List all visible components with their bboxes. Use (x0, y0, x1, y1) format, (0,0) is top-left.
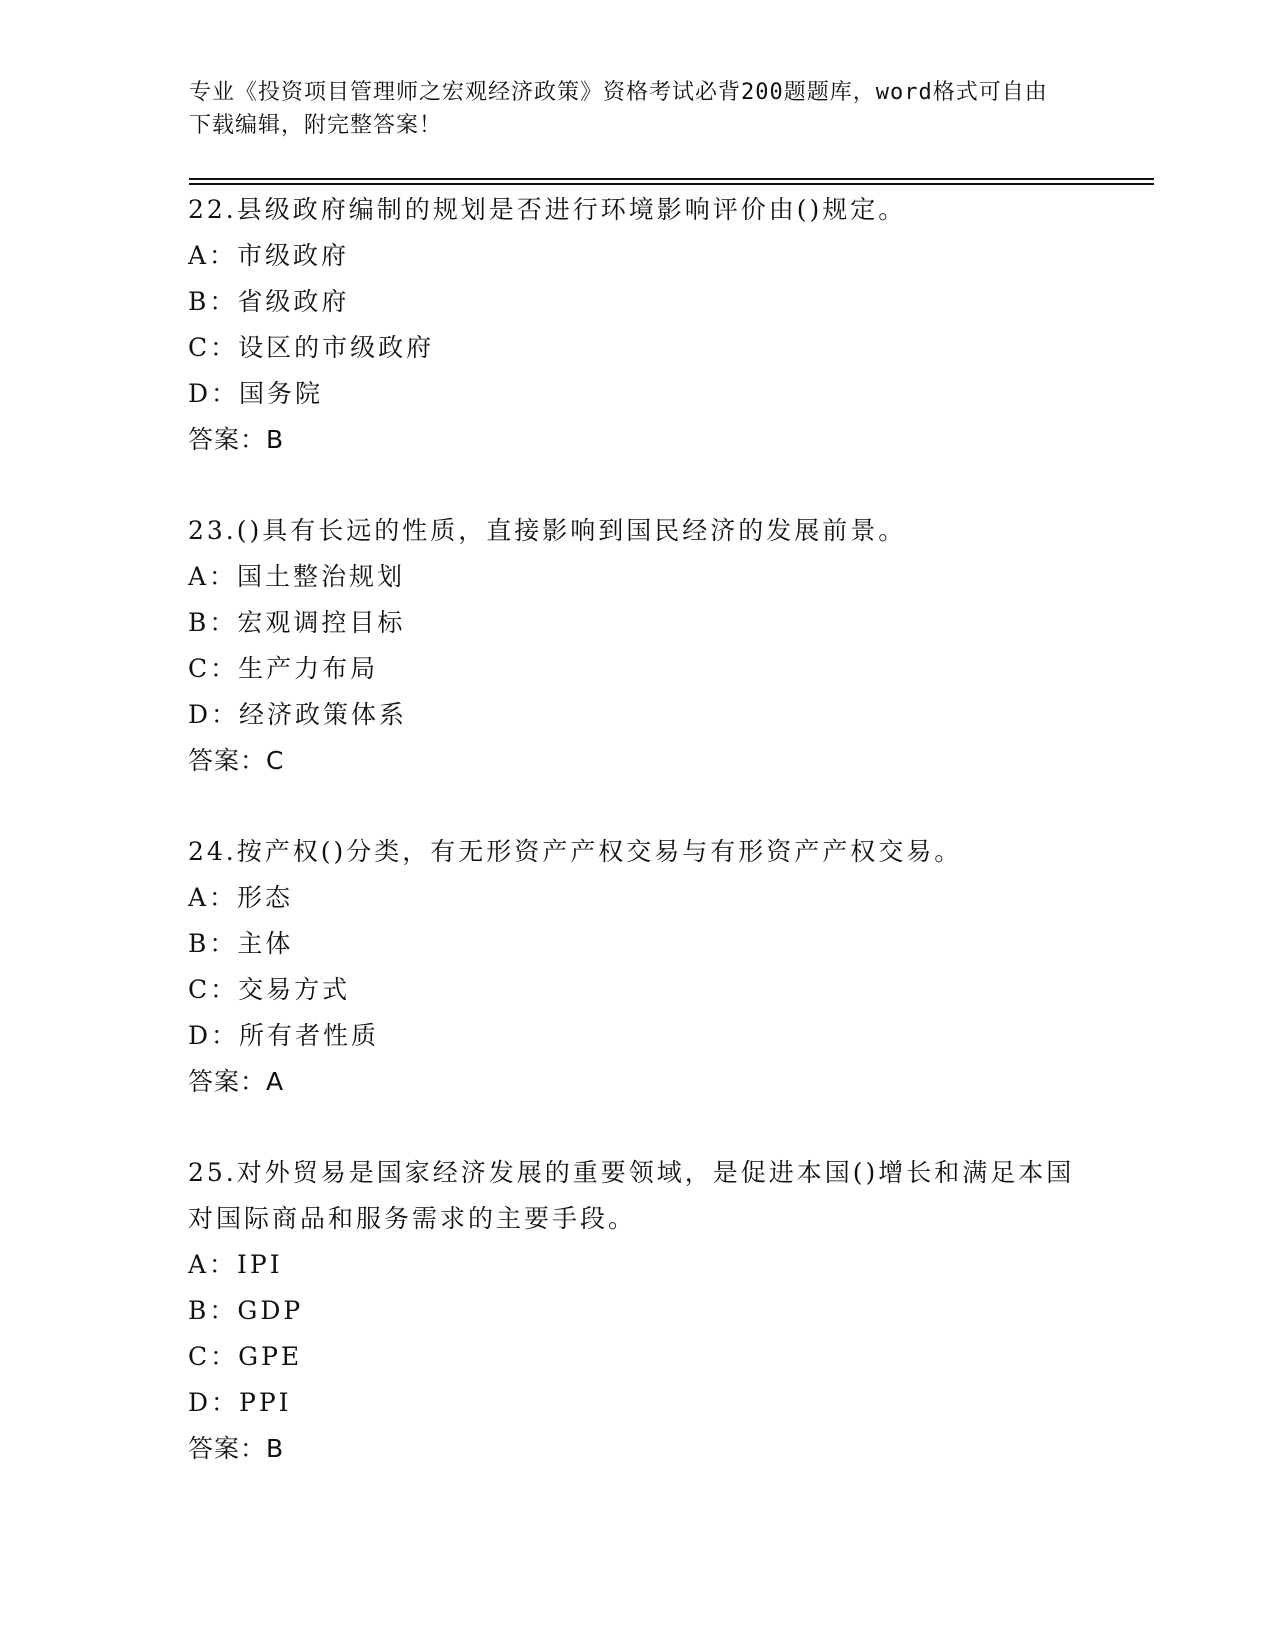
option-a: A：IPI (188, 1250, 283, 1279)
option-d: D：经济政策体系 (188, 700, 408, 729)
question-stem: 25.对外贸易是国家经济发展的重要领域，是促进本国()增长和满足本国对国际商品和服务需求的主要手段。 (188, 1158, 1075, 1233)
header-divider-top (189, 178, 1154, 180)
option-c: C：交易方式 (188, 975, 351, 1004)
option-d: D：国务院 (188, 379, 324, 408)
option-a: A：市级政府 (188, 241, 350, 270)
option-b: B：主体 (188, 929, 294, 958)
option-c: C：GPE (188, 1342, 303, 1371)
option-b: B：宏观调控目标 (188, 608, 406, 637)
header-divider-bottom (189, 183, 1154, 185)
option-a: A：形态 (188, 883, 294, 912)
option-d: D：所有者性质 (188, 1021, 380, 1050)
question-22 (188, 187, 1088, 463)
question-25 (188, 1150, 1088, 1472)
option-b: B：省级政府 (188, 287, 350, 316)
answer: 答案：B (188, 1434, 285, 1463)
option-c: C：生产力布局 (188, 654, 379, 683)
question-23 (188, 508, 1088, 784)
option-d: D：PPI (188, 1388, 292, 1417)
question-stem: 24.按产权()分类，有无形资产产权交易与有形资产产权交易。 (188, 837, 963, 866)
answer: 答案：C (188, 746, 285, 775)
option-c: C：设区的市级政府 (188, 333, 435, 362)
question-stem: 23.()具有长远的性质，直接影响到国民经济的发展前景。 (188, 516, 907, 545)
answer: 答案：B (188, 425, 285, 454)
question-24 (188, 829, 1088, 1105)
document-header: 专业《投资项目管理师之宏观经济政策》资格考试必背200题题库，word格式可自由下载编辑，附完整答案！ (189, 80, 1048, 138)
option-a: A：国土整治规划 (188, 562, 406, 591)
answer: 答案：A (188, 1067, 285, 1096)
question-stem: 22.县级政府编制的规划是否进行环境影响评价由()规定。 (188, 195, 907, 224)
option-b: B：GDP (188, 1296, 304, 1325)
